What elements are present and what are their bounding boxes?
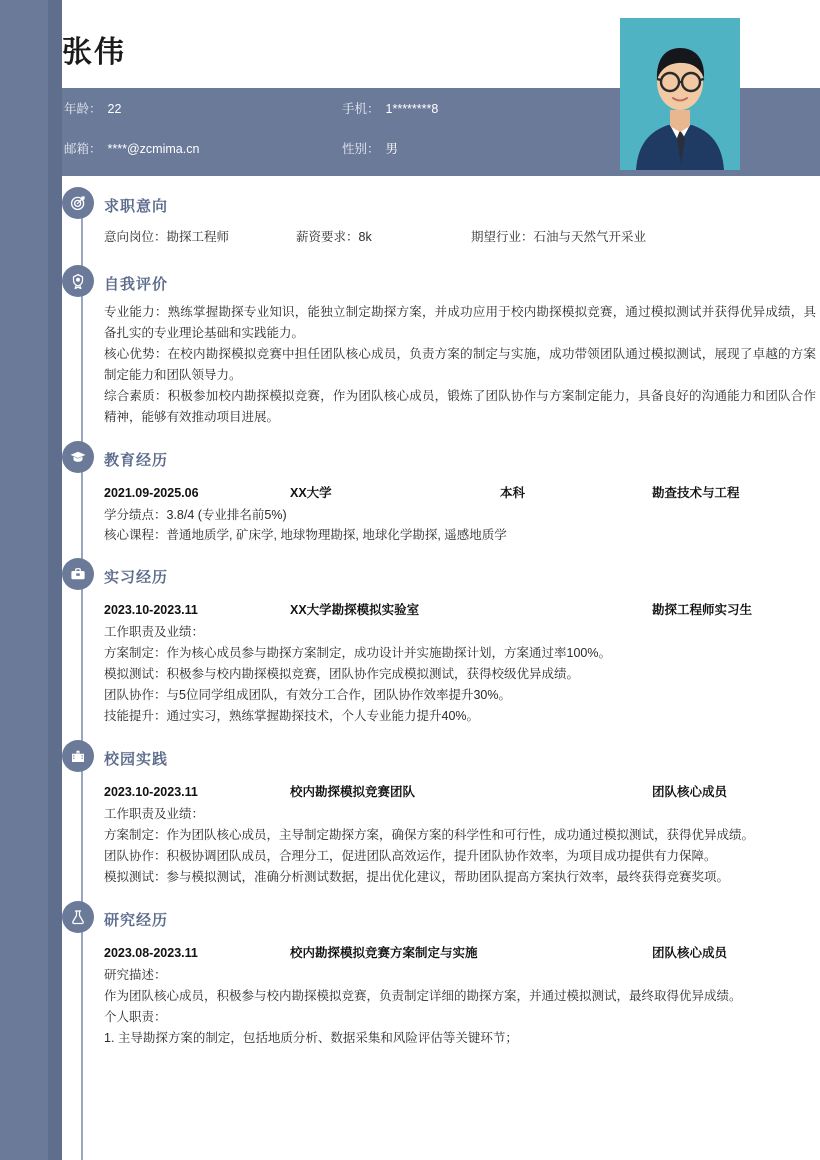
section-title-research: 研究经历 [104,911,169,929]
section-header-self-evaluation [98,264,820,302]
contact-age [64,99,342,117]
section-education [62,440,820,557]
education-date: 2021.09-2025.06 [104,486,199,500]
campus-line: 工作职责及业绩： [104,807,205,821]
contact-gender-label: 性别： [342,142,380,156]
section-header-job-intention [98,186,820,224]
research-line: 个人职责： [104,1010,167,1024]
research-date: 2023.08-2023.11 [104,946,198,960]
section-campus-practice [62,739,820,900]
section-body-internship [98,595,820,729]
badge-icon [62,265,94,297]
evaluation-paragraph: 核心优势：在校内勘探模拟竞赛中担任团队核心成员，负责方案的制定与实施，成功带领团队通过模拟测试，展现了卓越的方案制定能力和团队领导力。 [104,347,816,382]
internship-line: 团队协作：与5位同学组成团队，有效分工合作，团队协作效率提升30%。 [104,688,511,702]
contact-email-label: 邮箱： [64,142,102,156]
contact-phone-label: 手机： [342,102,380,116]
section-title-job-intention: 求职意向 [104,197,169,215]
briefcase-icon [62,558,94,590]
education-entry-meta [104,478,820,505]
section-body-self-evaluation [98,302,820,430]
internship-entry-meta [104,595,820,622]
research-role: 团队核心成员 [652,946,728,960]
section-title-campus-practice: 校园实践 [104,750,169,768]
section-research [62,900,820,1051]
contact-gender-value: 男 [385,142,399,156]
section-self-evaluation [62,256,820,440]
job-intention-row [104,224,820,254]
education-gpa: 学分绩点：3.8/4 (专业排名前5%) [104,508,287,522]
candidate-photo [620,18,740,170]
section-title-internship: 实习经历 [104,568,169,586]
section-body-education [98,478,820,547]
section-header-research [98,900,820,938]
internship-role: 勘探工程师实习生 [652,603,753,617]
section-internship [62,557,820,739]
section-title-self-evaluation: 自我评价 [104,275,169,293]
contact-phone-value: 1********8 [385,102,439,116]
internship-line: 工作职责及业绩： [104,625,205,639]
education-courses: 核心课程：普通地质学, 矿床学, 地球物理勘探, 地球化学勘探, 遥感地质学 [104,528,507,542]
flask-icon [62,901,94,933]
campus-entry-meta [104,777,820,804]
contact-gender [342,139,622,157]
campus-line: 模拟测试：参与模拟测试，准确分析测试数据，提出优化建议，帮助团队提高方案执行效率，最终获得竞赛奖项。 [104,870,730,884]
education-school: XX大学 [290,486,332,500]
education-major: 勘查技术与工程 [652,486,740,500]
photo-illustration [620,18,740,170]
research-line: 研究描述： [104,968,167,982]
internship-line: 模拟测试：积极参与校内勘探模拟竞赛，团队协作完成模拟测试，获得校级优异成绩。 [104,667,580,681]
section-body-job-intention [98,224,820,256]
section-body-campus-practice [98,777,820,890]
candidate-name: 张伟 [62,36,126,69]
graduation-cap-icon [62,441,94,473]
section-header-internship [98,557,820,595]
campus-line: 方案制定：作为团队核心成员，主导制定勘探方案，确保方案的科学性和可行性，成功通过模拟测试，获得优异成绩。 [104,828,755,842]
resume-body-card [62,176,820,1160]
internship-org: XX大学勘探模拟实验室 [290,603,420,617]
evaluation-paragraph: 综合素质：积极参加校内勘探模拟竞赛，作为团队核心成员，锻炼了团队协作与方案制定能力，具备良好的沟通能力和团队合作精神，能够有效推动项目进展。 [104,389,816,424]
internship-line: 技能提升：通过实习，熟练掌握勘探技术，个人专业能力提升40%。 [104,709,480,723]
contact-email-value: ****@zcmima.cn [107,142,200,156]
contact-age-label: 年龄： [64,102,102,116]
target-icon [62,187,94,219]
research-topic: 校内勘探模拟竞赛方案制定与实施 [290,946,478,960]
campus-org: 校内勘探模拟竞赛团队 [290,785,416,799]
section-header-campus-practice [98,739,820,777]
education-degree: 本科 [500,486,526,500]
resume-header [0,0,820,176]
campus-line: 团队协作：积极协调团队成员，合理分工，促进团队高效运作，提升团队协作效率，为项目成功提供有力保障。 [104,849,717,863]
section-job-intention [62,176,820,256]
research-line: 1. 主导勘探方案的制定，包括地质分析、数据采集和风险评估等关键环节； [104,1031,518,1045]
intent-salary: 薪资要求：8k [296,230,372,244]
evaluation-paragraph: 专业能力：熟练掌握勘探专业知识，能独立制定勘探方案，并成功应用于校内勘探模拟竞赛，通过模拟测试并获得优异成绩，具备扎实的专业理论基础和实践能力。 [104,305,816,340]
internship-line: 方案制定：作为核心成员参与勘探方案制定，成功设计并实施勘探计划，方案通过率100%。 [104,646,611,660]
section-header-education [98,440,820,478]
building-icon [62,740,94,772]
research-entry-meta [104,938,820,965]
intent-position: 意向岗位：勘探工程师 [104,230,230,244]
contact-grid [62,88,620,168]
contact-phone [342,99,622,117]
research-line: 作为团队核心成员，积极参与校内勘探模拟竞赛，负责制定详细的勘探方案，并通过模拟测试，最终取得优异成绩。 [104,989,742,1003]
section-title-education: 教育经历 [104,451,169,469]
campus-role: 团队核心成员 [652,785,728,799]
section-body-research [98,938,820,1051]
intent-industry: 期望行业：石油与天然气开采业 [471,230,647,244]
internship-date: 2023.10-2023.11 [104,603,198,617]
campus-date: 2023.10-2023.11 [104,785,198,799]
contact-age-value: 22 [107,102,122,116]
contact-email [64,139,342,157]
